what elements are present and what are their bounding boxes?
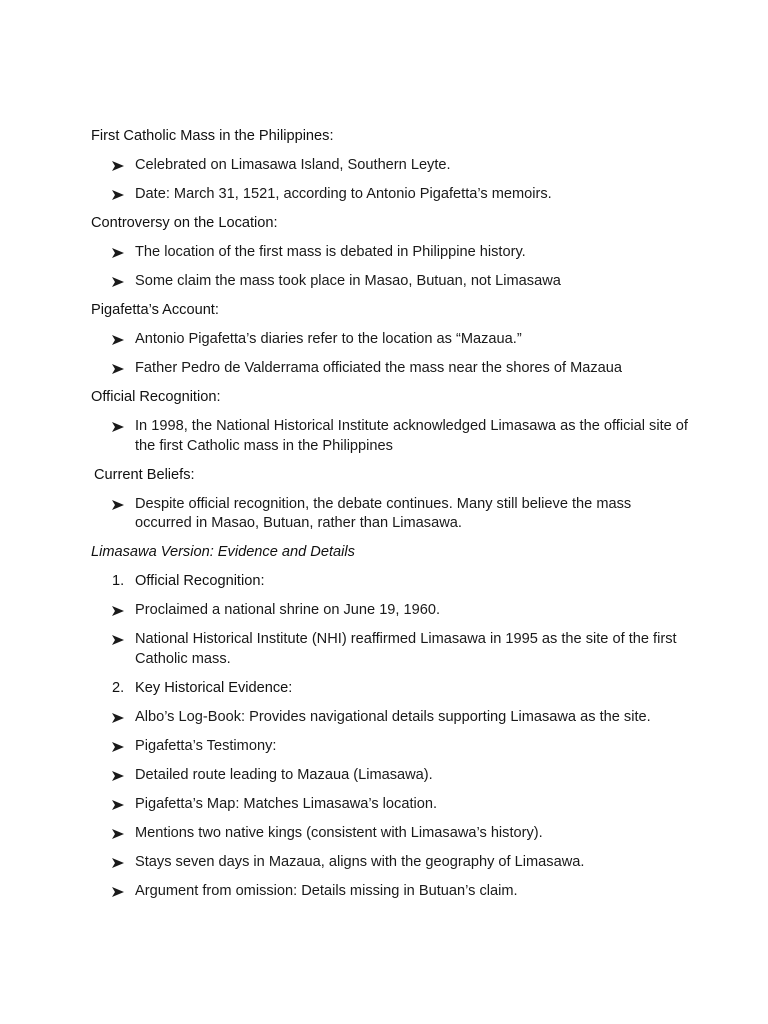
list-item [91, 795, 691, 815]
numbered-item [91, 572, 691, 592]
list-item-text: Celebrated on Limasawa Island, Southern Leyte. [135, 157, 451, 173]
list-item-text: The location of the first mass is debated in Philippine history. [135, 244, 526, 260]
list-item-text: National Historical Institute (NHI) reaffirmed Limasawa in 1995 as the site of the first Catholic mass. [135, 631, 677, 667]
section-heading: First Catholic Mass in the Philippines: [91, 128, 334, 144]
arrowhead-bullet-icon [112, 417, 126, 437]
list-item-text: Mentions two native kings (consistent with Limasawa’s history). [135, 824, 543, 841]
arrowhead-bullet-icon [112, 795, 126, 815]
arrowhead-bullet-icon [112, 601, 126, 621]
list-item-text: Proclaimed a national shrine on June 19, 1960. [135, 602, 441, 618]
list-item [91, 708, 691, 728]
arrowhead-bullet-icon [112, 185, 126, 205]
section-heading: Current Beliefs: [94, 466, 195, 483]
arrowhead-bullet-icon [112, 243, 126, 263]
list-item [91, 156, 691, 176]
arrowhead-bullet-icon [112, 853, 126, 873]
list-item [91, 853, 691, 873]
arrowhead-bullet-icon [112, 737, 126, 757]
list-item-text: Pigafetta’s Map: Matches Limasawa’s location. [135, 795, 438, 812]
list-item-text: Stays seven days in Mazaua, aligns with the geography of Limasawa. [135, 853, 585, 870]
section-heading: Official Recognition: [91, 389, 221, 405]
arrowhead-bullet-icon [112, 630, 126, 650]
list-item-text: Father Pedro de Valderrama officiated the mass near the shores of Mazaua [135, 360, 622, 376]
list-item [91, 495, 691, 534]
list-item [91, 272, 691, 292]
list-item-text: Despite official recognition, the debate continues. Many still believe the mass occurred in Masao, Butuan, rather than Limasawa. [135, 495, 632, 531]
arrowhead-bullet-icon [112, 330, 126, 350]
list-item-text: Pigafetta’s Testimony: [135, 737, 277, 754]
list-item-text: In 1998, the National Historical Institute acknowledged Limasawa as the official site of the first Catholic mass in the Philippines [135, 418, 688, 454]
item-number: 2. [112, 679, 125, 696]
item-number: 1. [112, 573, 125, 589]
limasawa-version-heading: Limasawa Version: Evidence and Details [91, 544, 355, 560]
list-item [91, 185, 691, 205]
list-item [91, 766, 691, 786]
list-item-text: Detailed route leading to Mazaua (Limasawa). [135, 766, 433, 783]
list-item-text: Some claim the mass took place in Masao, Butuan, not Limasawa [135, 273, 561, 289]
list-item [91, 630, 691, 669]
list-item-text: Argument from omission: Details missing in Butuan’s claim. [135, 882, 518, 899]
list-item [91, 601, 691, 621]
arrowhead-bullet-icon [112, 708, 126, 728]
document-content [91, 127, 691, 901]
list-item-text: Antonio Pigafetta’s diaries refer to the location as “Mazaua.” [135, 331, 522, 347]
arrowhead-bullet-icon [112, 272, 126, 292]
arrowhead-bullet-icon [112, 882, 126, 902]
list-item-text: Albo’s Log-Book: Provides navigational details supporting Limasawa as the site. [135, 708, 651, 725]
list-item [91, 824, 691, 844]
list-item-text: Date: March 31, 1521, according to Antonio Pigafetta’s memoirs. [135, 186, 552, 202]
list-item [91, 243, 691, 263]
section-heading: Pigafetta’s Account: [91, 302, 219, 318]
list-item [91, 882, 691, 902]
arrowhead-bullet-icon [112, 766, 126, 786]
numbered-item [91, 679, 691, 699]
numbered-item-label: Official Recognition: [135, 573, 265, 589]
list-item [91, 737, 691, 757]
arrowhead-bullet-icon [112, 359, 126, 379]
list-item [91, 359, 691, 379]
numbered-item-label: Key Historical Evidence: [135, 679, 293, 696]
arrowhead-bullet-icon [112, 495, 126, 515]
section-heading: Controversy on the Location: [91, 215, 278, 231]
arrowhead-bullet-icon [112, 156, 126, 176]
list-item [91, 330, 691, 350]
arrowhead-bullet-icon [112, 824, 126, 844]
list-item [91, 417, 691, 456]
